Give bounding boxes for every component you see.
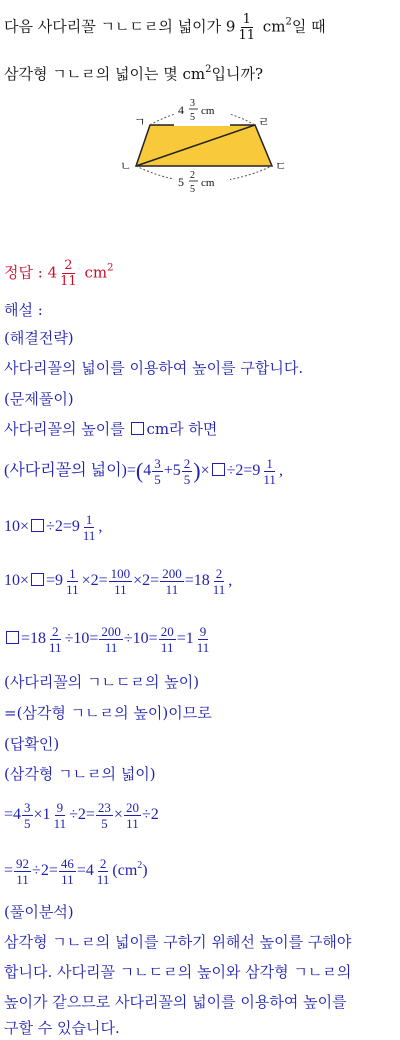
analysis-heading: (풀이분석) — [4, 903, 74, 921]
vertex-label-n: ㄴ — [120, 159, 132, 173]
analysis-line-3: 높이가 같으므로 사다리꼴의 넓이를 이용하여 높이를 — [4, 993, 347, 1011]
equation-6: = $\frac{92}{11}$ ÷2= $\frac{46}{11}$ =4 $\frac{2}{11}$ $(cm^2)$ — [4, 856, 148, 887]
analysis-line-2: 합니다. 사다리꼴 ㄱㄴㄷㄹ의 높이와 삼각형 ㄱㄴㄹ의 — [4, 963, 352, 981]
problem-text: 다음 사다리꼴 ㄱㄴㄷㄹ의 넓이가 9 — [4, 17, 236, 36]
strategy-heading: (해결전략) — [4, 329, 74, 347]
analysis-line-4: 구할 수 있습니다. — [4, 1019, 120, 1037]
bottom-length-num: 2 — [190, 170, 195, 181]
area-fraction: $\frac{1}{11}$ — [238, 12, 256, 43]
vertex-label-r: ㄹ — [258, 115, 270, 129]
equation-1: (사다리꼴의 넓이)=(4 $\frac{3}{5}$ +5 $\frac{2}{5}$ )× ÷2=9 $\frac{1}{11}$ , — [4, 456, 283, 487]
note-line-1: (사다리꼴의 ㄱㄴㄷㄹ의 높이) — [4, 673, 200, 691]
check-heading: (답확인) — [4, 735, 60, 753]
answer-fraction: $\frac{2}{11}$ — [60, 258, 77, 289]
equation-2: 10× ÷2=9 $\frac{1}{11}$ , — [4, 512, 103, 543]
equation-5: =4 $\frac{3}{5}$ ×1 $\frac{9}{11}$ ÷2= $\frac{23}{5}$ × $\frac{20}{11}$ ÷2 — [4, 800, 159, 831]
top-length-unit: cm — [201, 105, 215, 117]
analysis-line-1: 삼각형 ㄱㄴㄹ의 넓이를 구하기 위해선 높이를 구해야 — [4, 933, 352, 951]
top-length-den: 5 — [190, 112, 195, 123]
explanation-title: 해설 : — [4, 301, 43, 319]
top-length-whole: 4 — [178, 103, 184, 117]
check-title: (삼각형 ㄱㄴㄹ의 넓이) — [4, 765, 156, 783]
bottom-length-unit: cm — [201, 177, 215, 189]
solution-line-1: 사다리꼴의 높이를 cm라 하면 — [4, 420, 218, 438]
equation-3: 10× =9 $\frac{1}{11}$ ×2= $\frac{100}{11}$ ×2= $\frac{200}{11}$ =18 $\frac{2}{11}$ , — [4, 566, 233, 597]
vertex-label-g: ㄱ — [134, 115, 146, 129]
solution-heading: (문제풀이) — [4, 390, 74, 408]
vertex-label-d: ㄷ — [275, 159, 287, 173]
trapezoid-shape — [136, 125, 272, 166]
problem-line-1: 다음 사다리꼴 ㄱㄴㄷㄹ의 넓이가 9 $\frac{1}{11}$ $cm^2$일 때 — [4, 12, 326, 43]
equation-4: =18 $\frac{2}{11}$ ÷10= $\frac{200}{11}$ ÷10= $\frac{20}{11}$ =1 $\frac{9}{11}$ — [4, 624, 212, 655]
top-length-num: 3 — [190, 98, 195, 109]
bottom-length-whole: 5 — [178, 175, 184, 189]
answer-line: 정답 : 4 $\frac{2}{11}$ $cm^2$ — [4, 258, 114, 289]
note-line-2: =(삼각형 ㄱㄴㄹ의 높이)이므로 — [4, 704, 212, 722]
trapezoid-figure — [110, 90, 290, 200]
bottom-length-den: 5 — [190, 184, 195, 195]
strategy-text: 사다리꼴의 넓이를 이용하여 높이를 구합니다. — [4, 359, 304, 377]
problem-line-2: 삼각형 ㄱㄴㄹ의 넓이는 몇 $cm^2$입니까? — [4, 64, 263, 83]
